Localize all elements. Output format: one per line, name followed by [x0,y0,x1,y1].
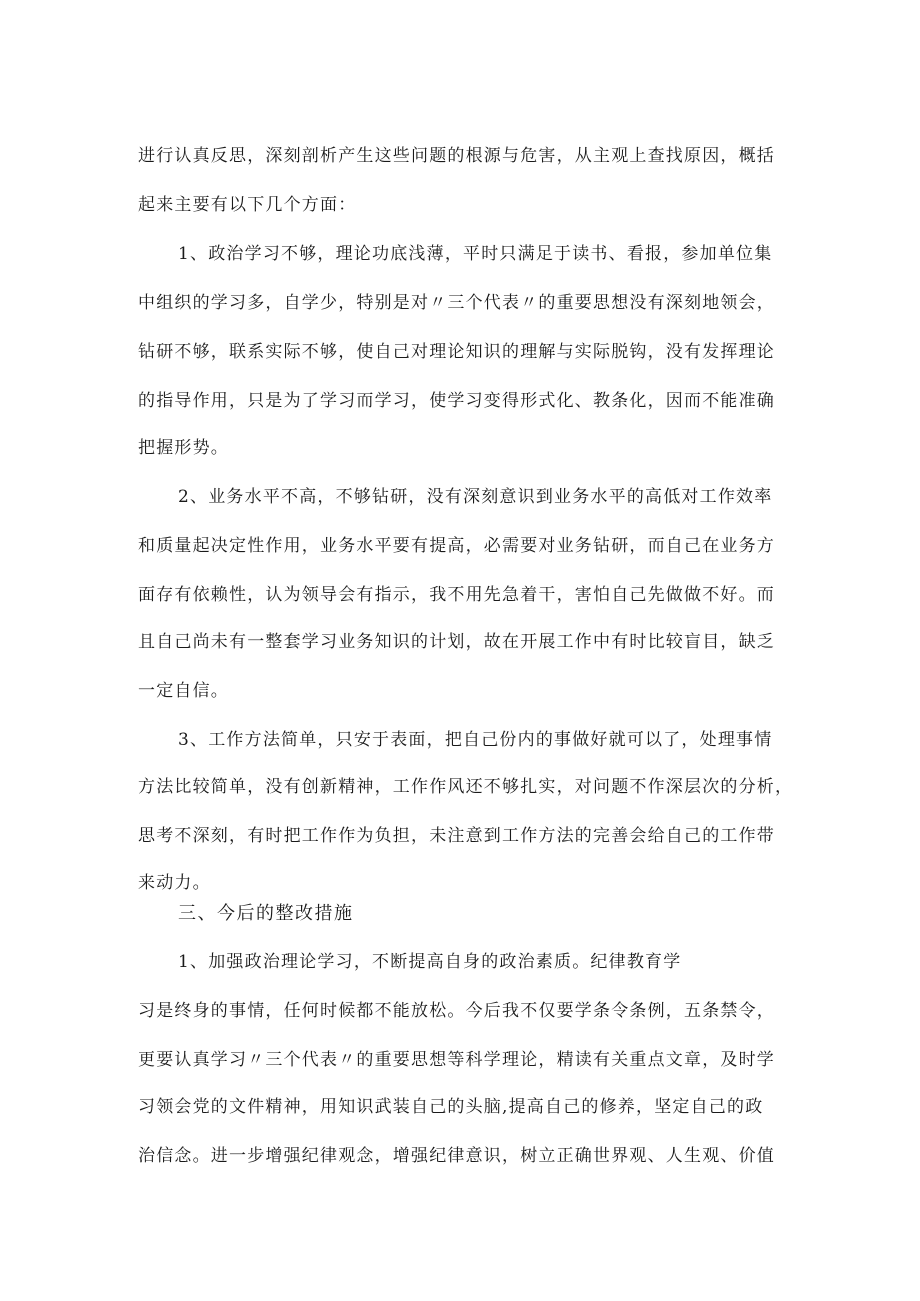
text-line: 一定自信。 [138,681,229,701]
text-line: 更要认真学习〃三个代表〃的重要思想等科学理论，精读有关重点文章，及时学 [138,1050,775,1070]
text-line: 1、政治学习不够，理论功底浅薄，平时只满足于读书、看报，参加单位集 [178,244,773,264]
text-line: 3、工作方法简单，只安于表面，把自己份内的事做好就可以了，处理事情 [178,730,773,750]
text-line: 进行认真反思，深刻剖析产生这些问题的根源与危害，从主观上查找原因，概括 [138,146,775,166]
text-line: 习是终身的事情，任何时候都不能放松。今后我不仅要学条令条例，五条禁令， [138,1001,775,1021]
text-line: 中组织的学习多，自学少，特别是对〃三个代表〃的重要思想没有深刻地领会， [138,293,775,313]
text-line: 钻研不够，联系实际不够，使自己对理论知识的理解与实际脱钩，没有发挥理论 [138,342,775,362]
text-line: 1、加强政治理论学习，不断提高自身的政治素质。纪律教育学 [178,952,682,972]
text-line: 面存有依赖性，认为领导会有指示，我不用先急着干，害怕自己先做做不好。而 [138,585,775,605]
text-line: 的指导作用，只是为了学习而学习，使学习变得形式化、教条化，因而不能准确 [138,391,775,411]
text-line: 来动力。 [138,873,211,893]
text-line: 和质量起决定性作用，业务水平要有提高，必需要对业务钻研，而自己在业务方 [138,536,775,556]
text-line: 思考不深刻，有时把工作作为负担，未注意到工作方法的完善会给自己的工作带 [138,826,775,846]
text-line: 起来主要有以下几个方面： [138,195,357,215]
text-line: 方法比较简单，没有创新精神，工作作风还不够扎实，对问题不作深层次的分析， [138,777,794,797]
text-line: 习领会党的文件精神，用知识武装自己的头脑,提高自己的修养，坚定自己的政 [138,1097,764,1117]
text-line: 且自己尚未有一整套学习业务知识的计划，故在开展工作中有时比较盲目，缺乏 [138,632,775,652]
text-line: 把握形势。 [138,438,229,458]
text-line: 2、业务水平不高，不够钻研，没有深刻意识到业务水平的高低对工作效率 [178,487,773,507]
section-heading: 三、今后的整改措施 [178,903,354,924]
text-line: 治信念。进一步增强纪律观念，增强纪律意识，树立正确世界观、人生观、价值 [138,1146,775,1166]
